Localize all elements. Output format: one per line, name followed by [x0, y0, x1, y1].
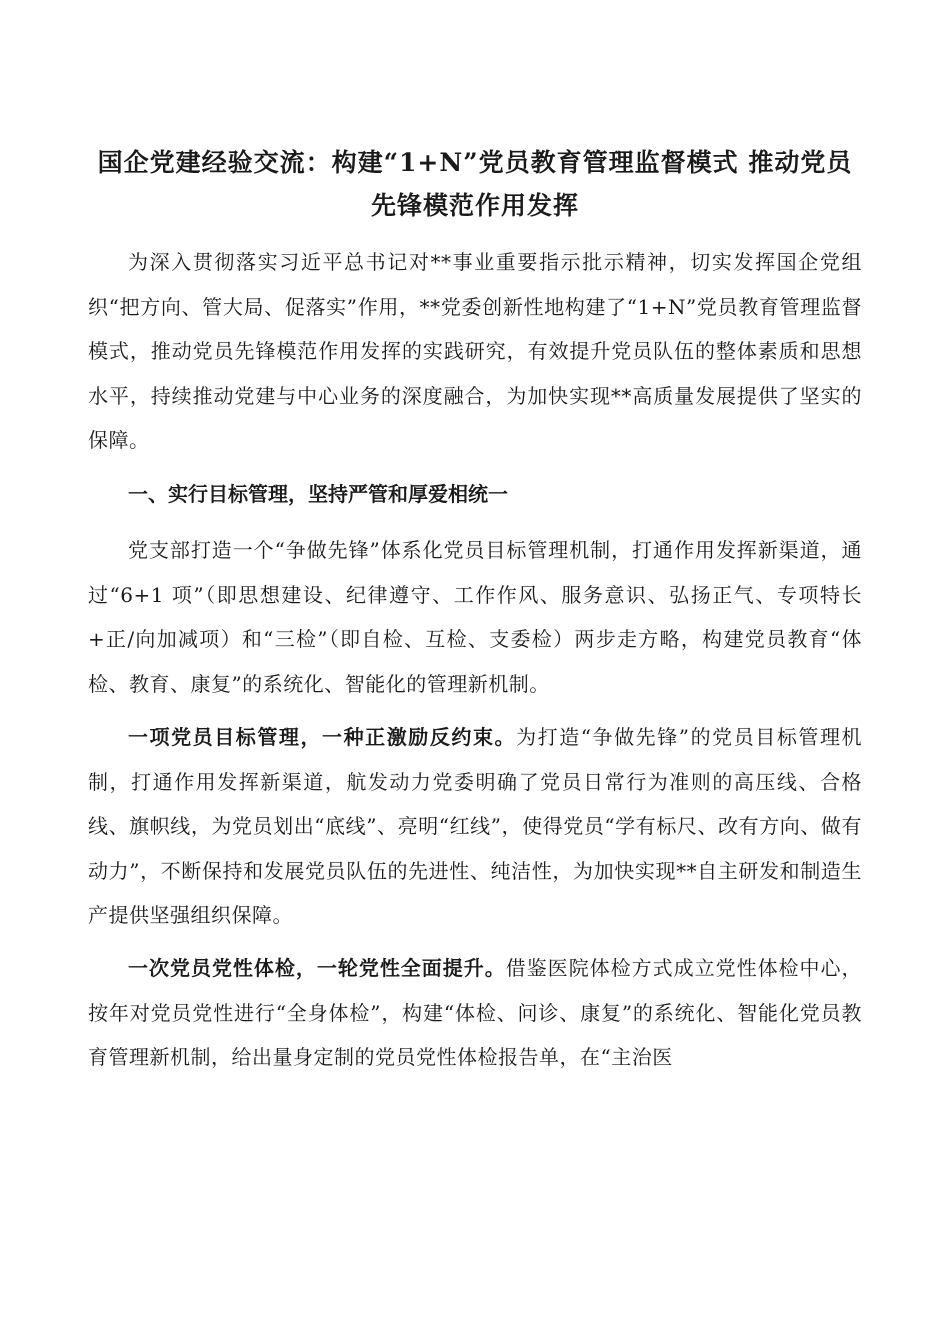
item-2-body: 借鉴医院体检方式成立党性体检中心，按年对党员党性进行“全身体检”，构建“体检、问诊、康复”的系统化、智能化党员教育管理新机制，给出量身定制的党员党性体检报告单，在“主治医 [88, 956, 863, 1069]
section-heading-1: 一、实行目标管理，坚持严管和厚爱相统一 [128, 482, 508, 506]
item-2-lead: 一次党员党性体检，一轮党性全面提升。 [128, 956, 506, 980]
section-1-paragraph: 党支部打造一个“争做先锋”体系化党员目标管理机制，打通作用发挥新渠道，通过“6+1 项”（即思想建设、纪律遵守、工作作风、服务意识、弘扬正气、专项特长+正/向加减项）和“三检”（即自检、互检、支委检）两步走方略，构建党员教育“体检、教育、康复”的系统化、智能化的管理新机制。 [88, 538, 862, 696]
item-1-lead: 一项党员目标管理，一种正激励反约束。 [128, 725, 517, 749]
item-2-paragraph [88, 946, 862, 1080]
document-title: 国企党建经验交流：构建“1+N”党员教育管理监督模式 推动党员先锋模范作用发挥 [97, 148, 853, 220]
item-1-paragraph [88, 715, 862, 938]
intro-paragraph: 为深入贯彻落实习近平总书记对**事业重要指示批示精神，切实发挥国企党组织“把方向、管大局、促落实”作用，**党委创新性地构建了“1+N”党员教育管理监督模式，推动党员先锋模范作用发挥的实践研究，有效提升党员队伍的整体素质和思想水平，持续推动党建与中心业务的深度融合，为加快实现**高质量发展提供了坚实的保障。 [88, 250, 862, 452]
item-1-body: 为打造“争做先锋”的党员目标管理机制，打通作用发挥新渠道，航发动力党委明确了党员日常行为准则的高压线、合格线、旗帜线，为党员划出“底线”、亮明“红线”，使得党员“学有标尺、改有方向、做有动力”，不断保持和发展党员队伍的先进性、纯洁性，为加快实现**自主研发和制造生产提供坚强组织保障。 [88, 725, 863, 927]
